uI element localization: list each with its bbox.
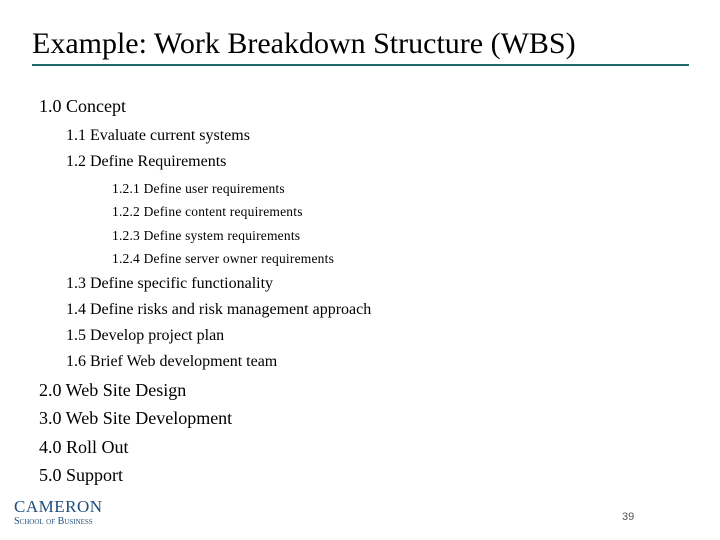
wbs-item-4-0: 4.0 Roll Out (39, 437, 129, 457)
wbs-item-5-0: 5.0 Support (39, 465, 124, 485)
wbs-item-1-2-1: 1.2.1 Define user requirements (112, 181, 285, 196)
wbs-item-1-6: 1.6 Brief Web development team (66, 353, 278, 370)
wbs-item-1-4: 1.4 Define risks and risk management approach (66, 301, 372, 318)
wbs-item-1-5: 1.5 Develop project plan (66, 327, 225, 344)
wbs-item-1-2-2: 1.2.2 Define content requirements (112, 204, 303, 219)
wbs-item-1-1: 1.1 Evaluate current systems (66, 127, 250, 144)
wbs-item-1-2-3: 1.2.3 Define system requirements (112, 228, 301, 243)
wbs-item-1-2: 1.2 Define Requirements (66, 153, 227, 170)
logo-line-2: School of Business (14, 516, 93, 527)
logo-line-1: CAMERON (14, 497, 103, 516)
title-divider (32, 64, 689, 66)
slide-title: Example: Work Breakdown Structure (WBS) (32, 27, 576, 60)
wbs-item-1-0: 1.0 Concept (39, 96, 126, 116)
wbs-item-2-0: 2.0 Web Site Design (39, 380, 187, 400)
wbs-item-1-2-4: 1.2.4 Define server owner requirements (112, 251, 335, 266)
wbs-item-1-3: 1.3 Define specific functionality (66, 275, 274, 292)
cameron-logo (14, 499, 104, 529)
page-number: 39 (622, 511, 635, 523)
wbs-item-3-0: 3.0 Web Site Development (39, 408, 233, 428)
